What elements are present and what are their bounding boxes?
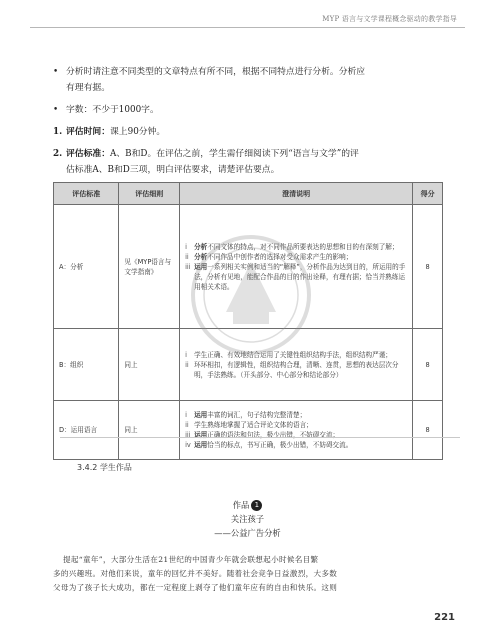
detail-cell: 同上 [119, 401, 180, 460]
table-row [54, 329, 443, 401]
section-heading: 3.4.2 学生作品 [77, 463, 132, 472]
page-number: 221 [434, 612, 455, 623]
score-cell: 8 [413, 329, 443, 401]
table-header-row [54, 183, 443, 205]
score-cell: 8 [413, 205, 443, 329]
bullet-icon: • [53, 105, 59, 115]
work-title-block [0, 498, 495, 540]
work-label: 作品 1 [0, 498, 495, 512]
criterion-cell: D：运用语言 [54, 401, 119, 460]
essay-text [53, 553, 447, 595]
work-subtitle: ——公益广告分析 [214, 528, 281, 538]
table-row [54, 205, 443, 329]
bullet-icon: • [53, 67, 59, 77]
clarification-cell: i 分析不同文体的特点，对不同作品所要表达的思想和目的有深刻了解； ii 分析不同作品中创作者的选择对受众需求产生的影响； iii 运用一系列相关实例和适当的“解释”，分析作品为达到目的，所运用的手法，分析有见地，能配合作品的目的作出诠释，有理有据；恰当并熟练运用相关术语。 [180, 205, 413, 329]
intro-block: • 分析时请注意不同类型的文章特点有所不同，根据不同特点进行分析。分析应 有理有据。 • 字数：不少于1000字。 1. 评估时间：课上90分钟。 2. 评估标准：A、B和D。在评估之前，学生需仔细阅读下列“语言与文学”的评 估标准A、B和D三项，明白评估要求，请楚评估要点。 [53, 64, 453, 178]
work-number-badge: 1 [251, 500, 262, 511]
criterion-cell: A：分析 [54, 205, 119, 329]
header-criterion: 评估标准 [54, 183, 119, 205]
criterion-cell: B：组织 [54, 329, 119, 401]
essay-line: 提起“童年”，大部分生活在21世纪的中国青少年就会联想起小时候名目繁 [63, 555, 319, 564]
clarification-cell: i 学生正确、有效地结合运用了关键性组织结构手法，组织结构严谨； ii 环环相扣，有逻辑性，组织结构合理，清晰、连贯，思想的表达层次分明，手法熟练。（开头部分、中心部分和结论部分） [180, 329, 413, 401]
header-clarification: 澄清说明 [180, 183, 413, 205]
clarification-cell: i 运用丰富的词汇，句子结构完整清楚； ii 学生熟练地掌握了适合评论文体的语言； iii 运用正确的语法和句法，极少出错，不妨碍交流； iv 运用恰当的标点，书写正确，极少出错，不妨碍交流。 [180, 401, 413, 460]
numbered-item-2: 2. 评估标准：A、B和D。在评估之前，学生需仔细阅读下列“语言与文学”的评 [53, 149, 359, 159]
header-rule [30, 27, 465, 28]
header-detail: 评估细则 [119, 183, 180, 205]
detail-cell: 同上 [119, 329, 180, 401]
detail-cell: 见《MYP语言与文学指南》 [119, 205, 180, 329]
essay-line: 多的兴趣班。对他们来说，童年的回忆并不美好。随着社会竞争日益激烈，大多数 [53, 569, 338, 578]
table-row [54, 401, 443, 460]
numbered-item-1: 1. 评估时间：课上90分钟。 [53, 127, 166, 137]
score-cell: 8 [413, 401, 443, 460]
header-score: 得分 [413, 183, 443, 205]
running-header: MYP 语言与文学课程概念驱动的教学指导 [322, 15, 457, 23]
section-divider [60, 437, 460, 438]
work-title: 关注孩子 [230, 514, 265, 524]
criteria-table [53, 182, 443, 460]
bullet-item: • 分析时请注意不同类型的文章特点有所不同，根据不同特点进行分析。分析应 [53, 64, 453, 80]
essay-line: 父母为了孩子长大成功，都在一定程度上剥夺了他们童年应有的自由和快乐。这则 [53, 583, 338, 592]
bullet-item: • 字数：不少于1000字。 [53, 102, 453, 118]
